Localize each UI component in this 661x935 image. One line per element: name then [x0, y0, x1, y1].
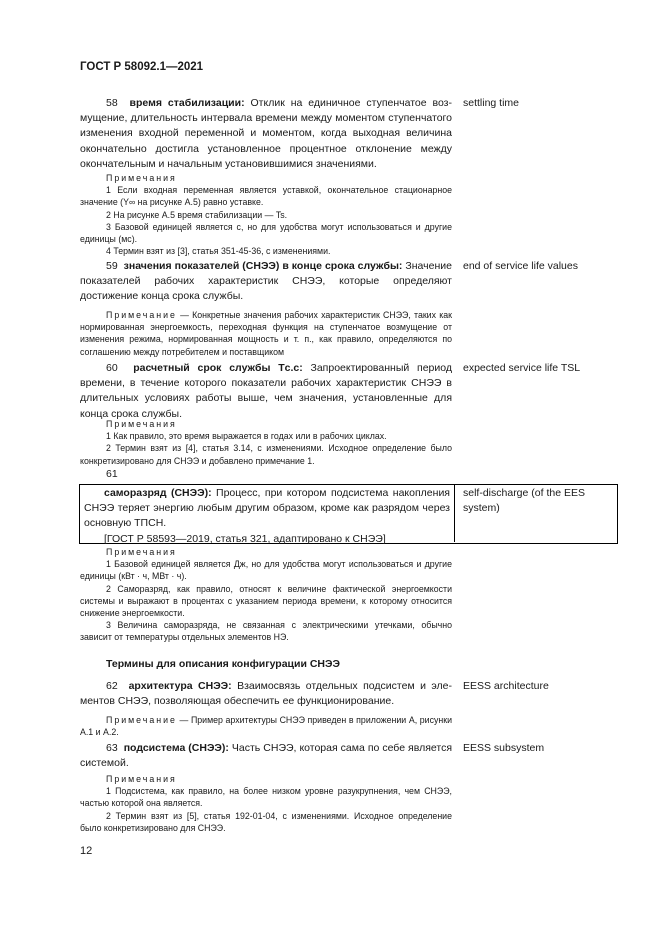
notes-label: Примечания	[106, 419, 177, 429]
note-4: 4 Термин взят из [3], статья 351-45-36, с изменениями.	[106, 246, 331, 257]
term-name: саморазряд (СНЭЭ):	[104, 487, 212, 499]
term-name: расчетный срок службы Tс.с:	[133, 362, 303, 374]
note-3: 3 Базовой единицей является с, но для удобства могут использоваться и другие единицы (мс).	[80, 221, 452, 245]
term-name: архитектура СНЭЭ:	[128, 680, 232, 692]
note-text: — Конкретные значения рабочих характеристик СНЭЭ, таких как нормированная энергоемкость, переходная функция на ступенчатое возмущение от изменения режима, нормированная мощность и т. п., как правило, определяются по соглашению между потребителем и поставщиком	[80, 310, 452, 357]
term-name: значения показателей (СНЭЭ) в конце срока службы:	[123, 260, 403, 272]
note-1: 1 Если входная переменная является уставкой, окончательное стационарное значение (Y∞ на рисунке А.5) равно уставке.	[80, 185, 452, 208]
notes-label: Примечания	[106, 547, 177, 557]
term-60-en: expected service life TSL	[463, 362, 581, 374]
term-58-notes	[80, 172, 452, 257]
term-62-note	[80, 714, 452, 738]
page-number: 12	[80, 845, 93, 857]
term-number: 59	[106, 260, 118, 272]
note-3: 3 Величина саморазряда, не связанная с электрическими утечками, обычно зависит от температуры отдельных элементов НЭ.	[80, 620, 452, 643]
term-reference: [ГОСТ Р 58593—2019, статья 321, адаптировано к СНЭЭ]	[104, 532, 386, 545]
term-name: время стабилизации:	[129, 97, 245, 109]
term-62	[80, 679, 452, 709]
note-2: 2 Саморазряд, как правило, относят к величине фактической энергоемкости системы и выражают в процентах с указанием периода времени, к которому относится снижение энергоемкости.	[80, 583, 452, 619]
note-1: 1 Базовой единицей является Дж, но для удобства могут использоваться и другие единицы (кВт · ч, МВт · ч).	[80, 559, 452, 582]
term-number: 62	[106, 680, 118, 692]
term-58-en: settling time	[463, 97, 520, 109]
term-61-en: self-discharge (of the EES system)	[463, 487, 585, 515]
note-2: 2 На рисунке А.5 время стабилизации — Ts.	[106, 209, 288, 220]
term-61-number: 61	[106, 468, 118, 480]
term-number: 63	[106, 742, 118, 754]
term-62-en: EESS architecture	[463, 680, 549, 692]
note-label: Примечание	[106, 715, 177, 725]
term-definition: Процесс, при котором подсистема накопления СНЭЭ теряет энергию любым другим образом, кроме как разрядом через основную ТПСН.	[84, 487, 450, 530]
term-59-en: end of service life values	[463, 260, 578, 272]
term-number: 58	[106, 97, 118, 109]
note-2: 2 Термин взят из [4], статья 3.14, с изменениями. Исходное определение было конкретизировано для СНЭЭ и добавлено примечание 1.	[80, 443, 452, 466]
note-2: 2 Термин взят из [5], статья 192-01-04, с изменениями. Исходное определение было конкретизировано для СНЭЭ.	[80, 810, 452, 833]
notes-label: Примечания	[106, 173, 177, 183]
document-header: ГОСТ Р 58092.1—2021	[80, 61, 204, 73]
term-59	[80, 259, 452, 305]
note-label: Примечание	[106, 310, 177, 320]
note-1: 1 Как правило, это время выражается в годах или в рабочих циклах.	[106, 431, 387, 442]
term-definition: Значение показателей рабочих характеристик СНЭЭ, которые определяют достижение конца срока службы.	[80, 260, 452, 303]
term-60-notes	[80, 418, 452, 467]
term-58	[80, 96, 452, 172]
note-text: — Пример архитектуры СНЭЭ приведен в приложении А, рисунки А.1 и А.2.	[80, 715, 452, 738]
note-1: 1 Подсистема, как правило, на более низком уровне разукрупнения, чем СНЭЭ, частью которой она является.	[80, 786, 452, 809]
term-definition: Запроектированный период времени, в течение которого показатели рабочих характеристик СНЭЭ в длительных условиях работы выше, чем значения, установленные для конца срока службы.	[80, 362, 452, 420]
term-definition: Часть СНЭЭ, которая сама по себе является системой.	[80, 742, 453, 770]
term-number: 60	[106, 362, 118, 374]
term-59-note	[80, 309, 452, 358]
notes-label: Примечания	[106, 774, 177, 784]
term-63-notes	[80, 773, 452, 834]
term-definition: Отклик на единичное ступенчатое возмущение, длительность интервала времени между моментом ступенчатого изменения входной переменной и моментом, когда выходная величина окончательно достигла установленное процентное отклонение между окончательным и начальным установившимися значениями.	[80, 97, 452, 170]
term-63	[80, 741, 452, 771]
term-definition: Взаимосвязь отдельных подсистем и элементов СНЭЭ, позволяющая обеспечить ее функционирование.	[80, 680, 452, 708]
section-heading: Термины для описания конфигурации СНЭЭ	[106, 658, 340, 670]
term-61-frame-divider	[454, 484, 455, 542]
term-name: подсистема (СНЭЭ):	[123, 742, 229, 754]
term-60	[80, 361, 452, 422]
term-61-notes	[80, 546, 452, 644]
term-63-en: EESS subsystem	[463, 742, 545, 754]
term-61	[84, 486, 450, 547]
